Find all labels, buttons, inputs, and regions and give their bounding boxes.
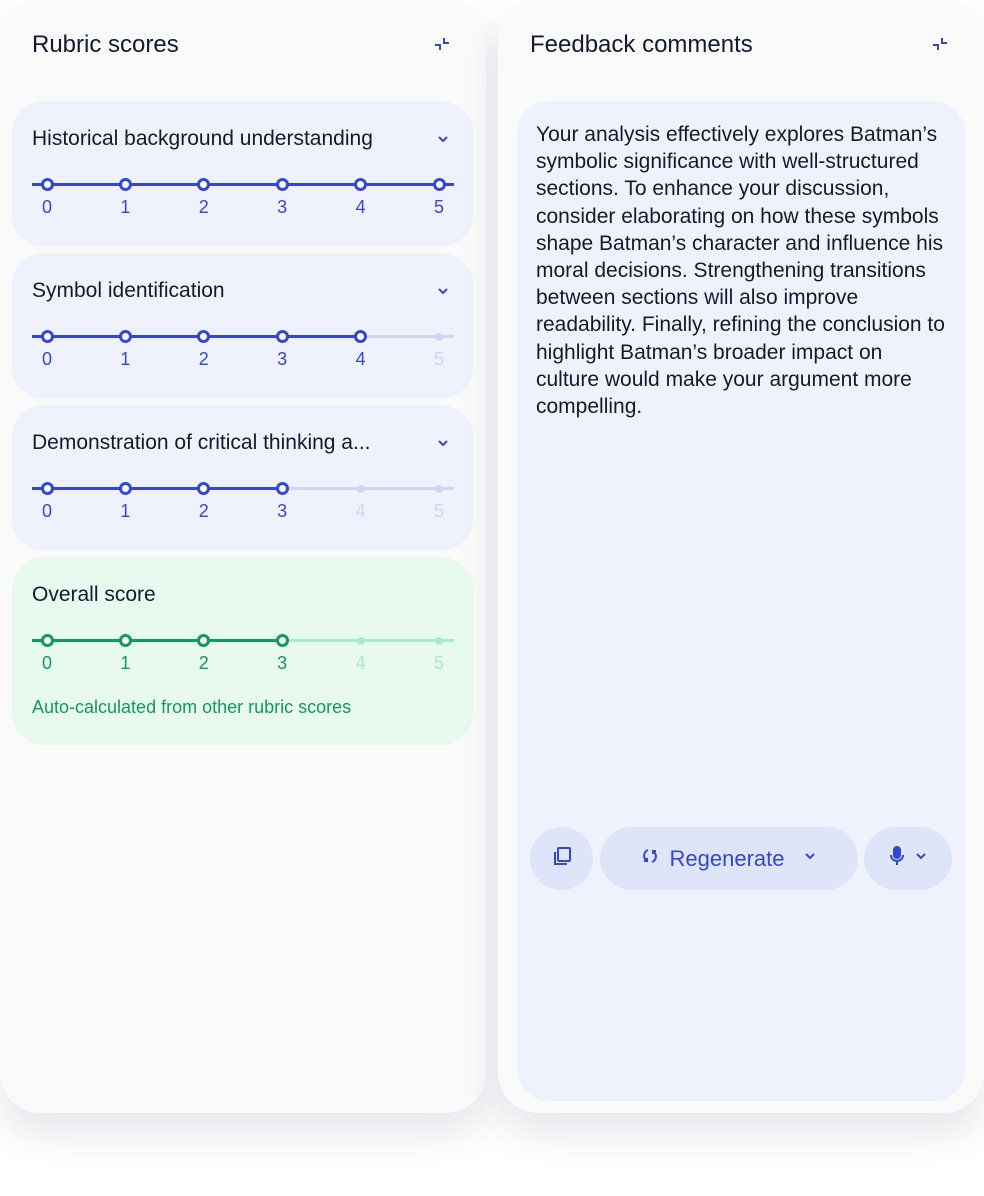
- slider-point[interactable]: [276, 482, 289, 495]
- rubric-card-historical: [12, 101, 473, 247]
- regenerate-button[interactable]: [600, 827, 858, 890]
- score-slider[interactable]: [32, 323, 454, 373]
- slider-track: [282, 639, 454, 642]
- slider-tick-label: 1: [120, 197, 131, 217]
- feedback-panel: [498, 0, 984, 1113]
- panel-title: Feedback comments: [530, 31, 753, 58]
- slider-tick-label: 4: [355, 653, 366, 673]
- chevron-down-icon[interactable]: [435, 131, 451, 147]
- slider-tick-label: 0: [41, 653, 52, 673]
- slider-track: [282, 487, 454, 490]
- feedback-text[interactable]: Your analysis effectively explores Batman’s symbolic significance with well-structured sections. To enhance your discussion, consider elaborating on how these symbols shape Batman’s character and influence his moral decisions. Strengthening transitions between sections will also improve readability. Finally, refining the conclusion to highlight Batman’s broader impact on culture would make your argument more compelling.: [536, 123, 945, 419]
- slider-tick-label: 5: [433, 653, 444, 673]
- slider-point[interactable]: [119, 330, 132, 343]
- feedback-textarea[interactable]: [517, 101, 965, 1101]
- rubric-title: Demonstration of critical thinking a...: [32, 431, 371, 454]
- regenerate-icon: [640, 846, 660, 871]
- slider-tick-label: 1: [120, 501, 131, 521]
- slider-point[interactable]: [433, 178, 446, 191]
- slider-tick-label: 4: [355, 349, 366, 369]
- chevron-down-icon[interactable]: [435, 435, 451, 451]
- regenerate-label: Regenerate: [669, 845, 785, 871]
- slider-tick-label: 4: [355, 501, 366, 521]
- slider-point[interactable]: [197, 330, 210, 343]
- slider-point[interactable]: [435, 637, 443, 645]
- slider-tick-label: 3: [277, 501, 288, 521]
- slider-point[interactable]: [197, 482, 210, 495]
- score-slider[interactable]: [32, 475, 454, 525]
- slider-point[interactable]: [276, 178, 289, 191]
- overall-score-card: [12, 557, 473, 745]
- overall-note: Auto-calculated from other rubric scores: [32, 697, 352, 717]
- slider-point[interactable]: [435, 333, 443, 341]
- overall-score-slider: [32, 627, 454, 677]
- chevron-down-icon[interactable]: [435, 283, 451, 299]
- copy-icon: [551, 845, 573, 872]
- panel-title: Rubric scores: [32, 31, 179, 58]
- slider-track-filled: [32, 639, 282, 642]
- voice-input-button[interactable]: [864, 827, 952, 890]
- slider-tick-label: 5: [433, 501, 444, 521]
- slider-point[interactable]: [119, 634, 132, 647]
- slider-tick-label: 0: [41, 501, 52, 521]
- chevron-down-icon: [913, 848, 929, 869]
- slider-tick-label: 5: [433, 197, 444, 217]
- rubric-title: Symbol identification: [32, 279, 225, 302]
- copy-button[interactable]: [530, 827, 593, 890]
- slider-tick-label: 2: [198, 501, 209, 521]
- slider-tick-label: 0: [41, 197, 52, 217]
- slider-point[interactable]: [119, 482, 132, 495]
- slider-tick-label: 2: [198, 653, 209, 673]
- slider-point[interactable]: [197, 634, 210, 647]
- rubric-card-critical-thinking: [12, 405, 473, 551]
- rubric-scores-panel: [0, 0, 486, 1113]
- slider-point[interactable]: [276, 330, 289, 343]
- collapse-icon[interactable]: [930, 34, 950, 54]
- slider-point[interactable]: [276, 634, 289, 647]
- slider-track-filled: [32, 335, 361, 338]
- slider-tick-label: 0: [41, 349, 52, 369]
- slider-point[interactable]: [357, 485, 365, 493]
- slider-point[interactable]: [197, 178, 210, 191]
- microphone-icon: [887, 845, 907, 872]
- slider-tick-label: 5: [433, 349, 444, 369]
- collapse-icon[interactable]: [432, 34, 452, 54]
- slider-point[interactable]: [119, 178, 132, 191]
- slider-tick-label: 1: [120, 349, 131, 369]
- slider-point[interactable]: [357, 637, 365, 645]
- slider-point[interactable]: [41, 634, 54, 647]
- slider-point[interactable]: [41, 330, 54, 343]
- overall-title: Overall score: [32, 583, 156, 606]
- slider-tick-label: 3: [277, 653, 288, 673]
- slider-tick-label: 4: [355, 197, 366, 217]
- slider-point[interactable]: [354, 178, 367, 191]
- chevron-down-icon: [802, 848, 818, 869]
- slider-track-filled: [32, 183, 454, 186]
- slider-tick-label: 3: [277, 197, 288, 217]
- slider-point[interactable]: [41, 178, 54, 191]
- slider-tick-label: 2: [198, 349, 209, 369]
- slider-point[interactable]: [41, 482, 54, 495]
- slider-tick-label: 1: [120, 653, 131, 673]
- rubric-title: Historical background understanding: [32, 127, 373, 150]
- slider-tick-label: 2: [198, 197, 209, 217]
- slider-point[interactable]: [354, 330, 367, 343]
- slider-point[interactable]: [435, 485, 443, 493]
- score-slider[interactable]: [32, 171, 454, 221]
- rubric-card-symbol: [12, 253, 473, 399]
- slider-track-filled: [32, 487, 282, 490]
- slider-tick-label: 3: [277, 349, 288, 369]
